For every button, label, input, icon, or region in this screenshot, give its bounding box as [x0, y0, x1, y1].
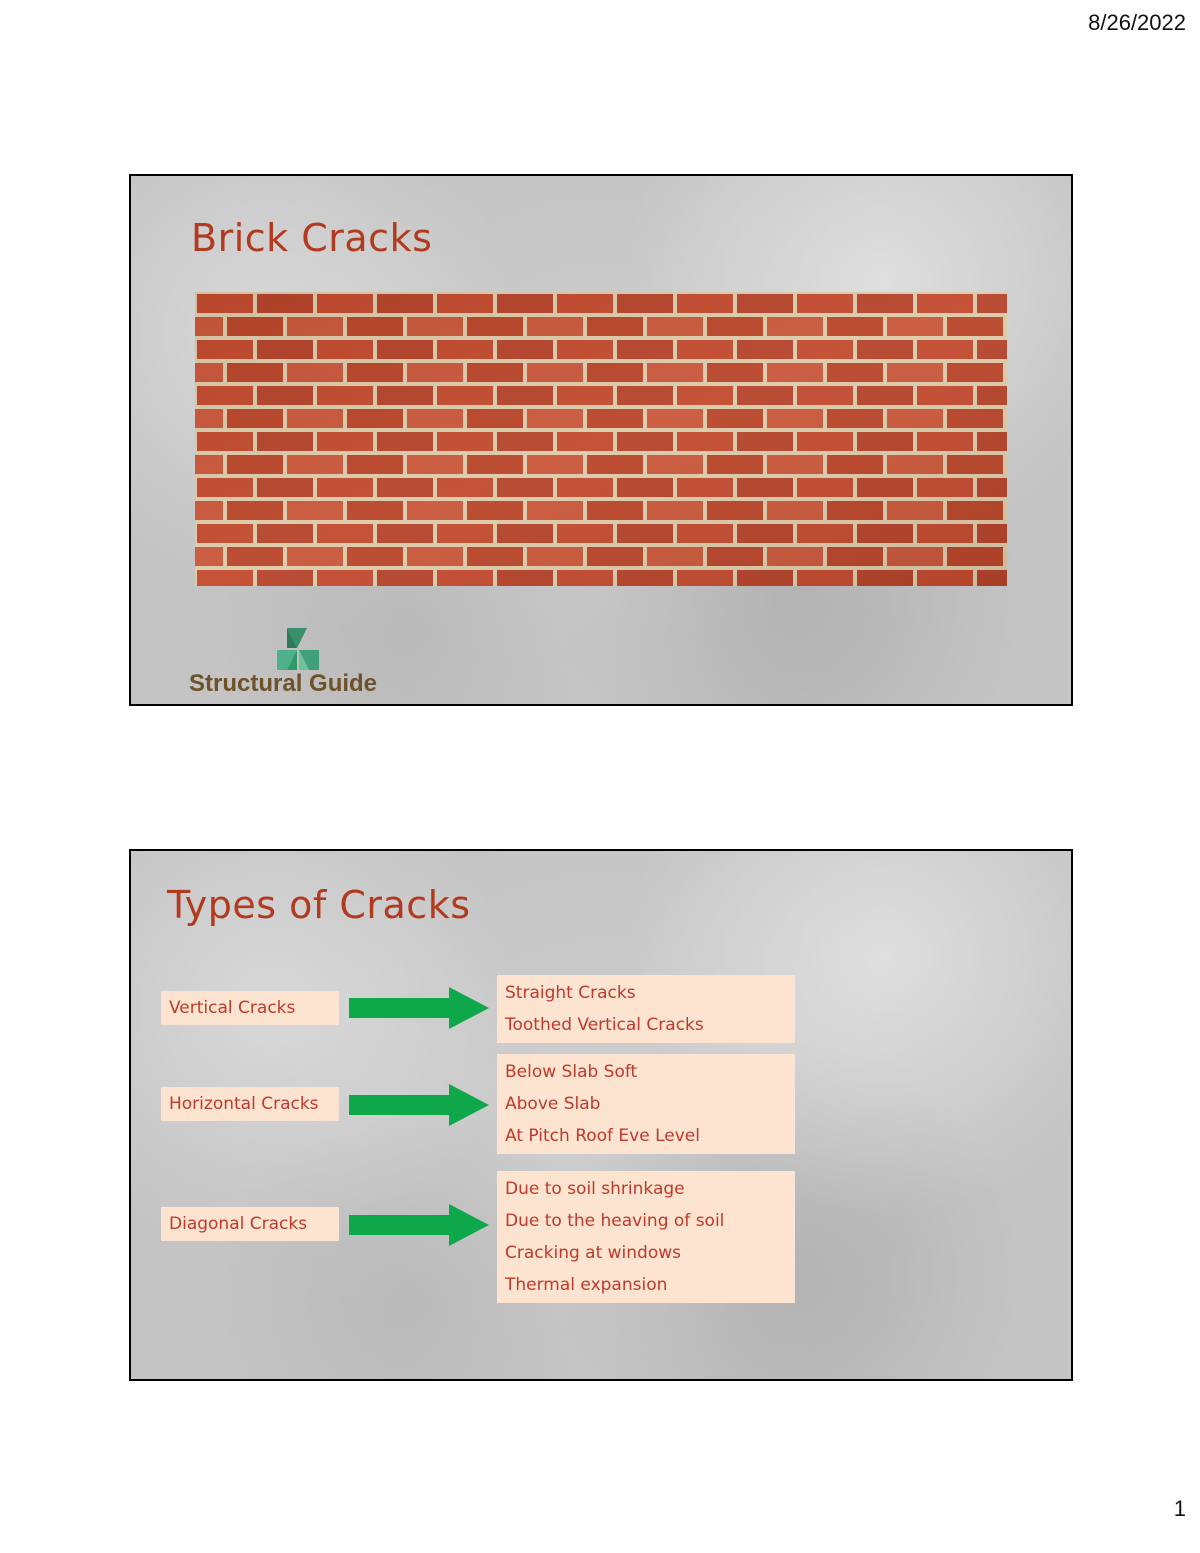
page-number: 1	[1173, 1496, 1186, 1521]
arrow-right-icon	[349, 987, 489, 1029]
list-item: Cracking at windows	[505, 1243, 682, 1263]
logo-mark-icon	[277, 628, 319, 670]
slide-title: Brick Cracks	[191, 216, 433, 260]
list-item: At Pitch Roof Eve Level	[505, 1126, 700, 1146]
brick-wall-image	[195, 292, 1007, 586]
slide-title: Types of Cracks	[167, 883, 471, 927]
arrow-right-icon	[349, 1204, 489, 1246]
list-item: Below Slab Soft	[505, 1062, 638, 1082]
logo-text: Structural Guide	[189, 670, 378, 697]
list-item: Toothed Vertical Cracks	[505, 1015, 704, 1035]
vertical-cracks-details	[497, 975, 795, 1043]
list-item: Due to soil shrinkage	[505, 1179, 685, 1199]
list-item: Above Slab	[505, 1094, 601, 1114]
arrow-right-icon	[349, 1084, 489, 1126]
crack-type-diagonal: Diagonal Cracks	[161, 1207, 339, 1241]
crack-type-vertical: Vertical Cracks	[161, 991, 339, 1025]
slide-brick-cracks	[129, 174, 1073, 706]
page-date: 8/26/2022	[1088, 10, 1186, 35]
brick-pattern	[195, 292, 1007, 586]
list-item: Straight Cracks	[505, 983, 636, 1003]
structural-guide-logo	[189, 624, 409, 704]
horizontal-cracks-details	[497, 1054, 795, 1154]
crack-type-horizontal: Horizontal Cracks	[161, 1087, 339, 1121]
list-item: Thermal expansion	[505, 1275, 668, 1295]
diagonal-cracks-details	[497, 1171, 795, 1303]
slide-types-of-cracks	[129, 849, 1073, 1381]
list-item: Due to the heaving of soil	[505, 1211, 725, 1231]
